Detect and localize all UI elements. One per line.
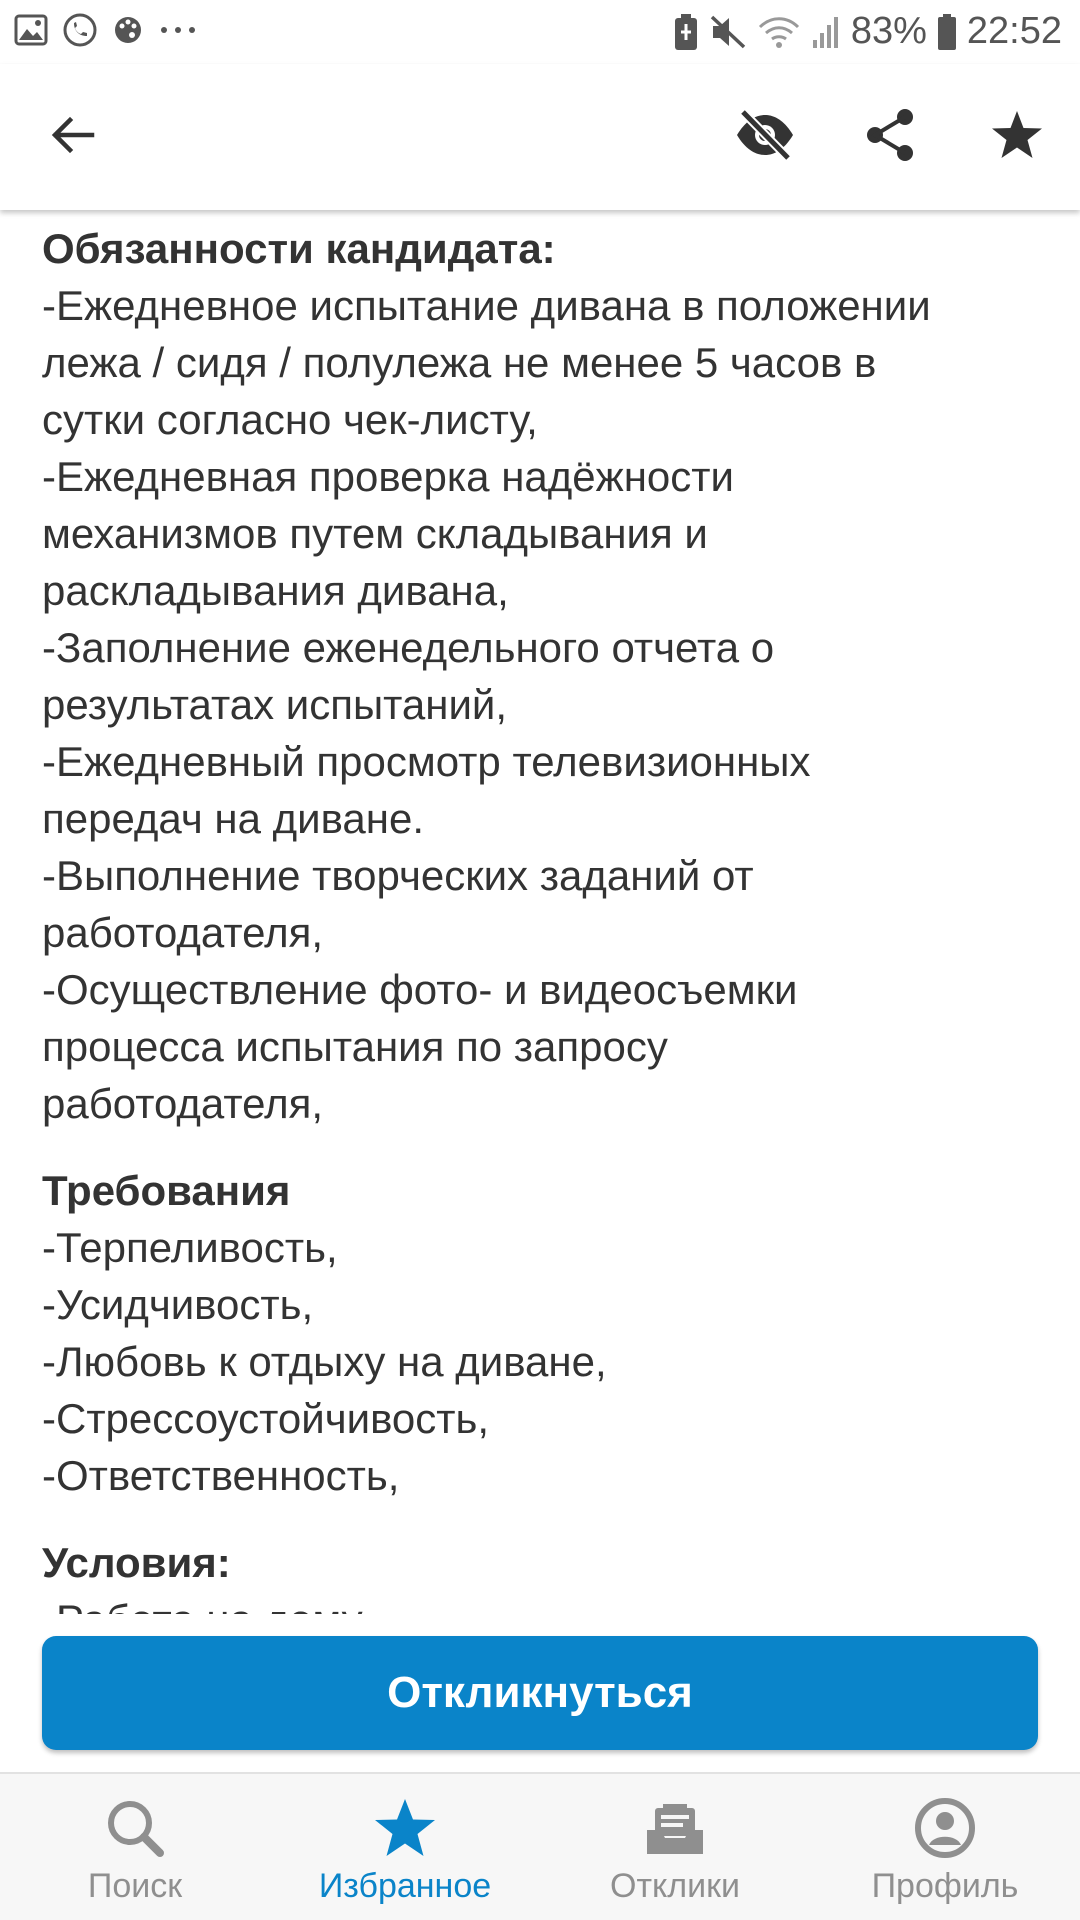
- text-line: -Стрессоустойчивость,: [42, 1395, 490, 1442]
- section-title: Требования: [42, 1167, 291, 1214]
- signal-icon: [811, 14, 841, 50]
- hide-vacancy-button[interactable]: [710, 64, 820, 210]
- text-line: передач на диване.: [42, 795, 424, 842]
- phone-icon: [62, 12, 98, 48]
- battery-saver-icon: [673, 13, 699, 51]
- section-title: Обязанности кандидата:: [42, 225, 556, 272]
- text-line: результатах испытаний,: [42, 681, 508, 728]
- text-line: механизмов путем складывания и: [42, 510, 708, 557]
- responses-icon: [643, 1796, 707, 1865]
- text-line: работодателя,: [42, 909, 323, 956]
- nav-label: Избранное: [318, 1867, 492, 1905]
- battery-icon: [937, 13, 957, 51]
- nav-item-favorites[interactable]: [270, 1774, 540, 1920]
- text-line: -Терпеливость,: [42, 1224, 338, 1271]
- mute-icon: [709, 14, 747, 50]
- text-line: -Усидчивость,: [42, 1281, 314, 1328]
- text-line: -Любовь к отдыху на диване,: [42, 1338, 607, 1385]
- vacancy-description[interactable]: [0, 210, 1080, 1614]
- star-icon: [372, 1796, 438, 1865]
- more-icon: [158, 24, 198, 36]
- eye-off-icon: [734, 109, 796, 166]
- wifi-icon: [757, 14, 801, 50]
- nav-item-search[interactable]: [0, 1774, 270, 1920]
- arrow-left-icon: [48, 110, 98, 165]
- profile-icon: [913, 1796, 977, 1865]
- text-line: работодателя,: [42, 1080, 323, 1127]
- status-bar-system: [673, 10, 1062, 53]
- text-line: -Ежедневный просмотр телевизионных: [42, 738, 811, 785]
- nav-label: Отклики: [610, 1867, 740, 1905]
- apply-area: [0, 1614, 1080, 1774]
- text-line: раскладывания дивана,: [42, 567, 509, 614]
- app-bar: [0, 64, 1080, 210]
- text-line: лежа / сидя / полулежа не менее 5 часов в: [42, 339, 877, 386]
- apply-button[interactable]: Откликнуться: [42, 1636, 1038, 1750]
- requirements-section: [42, 1162, 1038, 1504]
- battery-level-text: 83%: [850, 10, 927, 52]
- text-line: сутки согласно чек-листу,: [42, 396, 538, 443]
- favorite-button[interactable]: [962, 64, 1072, 210]
- share-button[interactable]: [835, 64, 945, 210]
- text-line: -Ответственность,: [42, 1452, 400, 1499]
- share-icon: [864, 107, 916, 168]
- text-line: процесса испытания по запросу: [42, 1023, 668, 1070]
- search-icon: [103, 1796, 167, 1865]
- nav-label: Профиль: [871, 1867, 1019, 1905]
- nav-item-responses[interactable]: [540, 1774, 810, 1920]
- gallery-icon: [14, 14, 48, 46]
- text-line: -Осуществление фото- и видеосъемки: [42, 966, 798, 1013]
- text-line: -Ежедневное испытание дивана в положении: [42, 282, 931, 329]
- nav-label: Поиск: [87, 1867, 183, 1905]
- nav-item-profile[interactable]: [810, 1774, 1080, 1920]
- clock: 22:52: [966, 10, 1062, 52]
- status-bar-notifications: [14, 12, 198, 48]
- back-button[interactable]: [18, 64, 128, 210]
- bottom-nav: [0, 1774, 1080, 1920]
- text-line: -Ежедневная проверка надёжности: [42, 453, 734, 500]
- section-title: Условия:: [42, 1539, 231, 1586]
- star-icon: [990, 109, 1044, 166]
- status-bar: [0, 0, 1080, 64]
- duties-section: [42, 220, 1038, 1132]
- text-line: -Заполнение еженедельного отчета о: [42, 624, 775, 671]
- palette-icon: [112, 14, 144, 46]
- text-line: -Выполнение творческих заданий от: [42, 852, 754, 899]
